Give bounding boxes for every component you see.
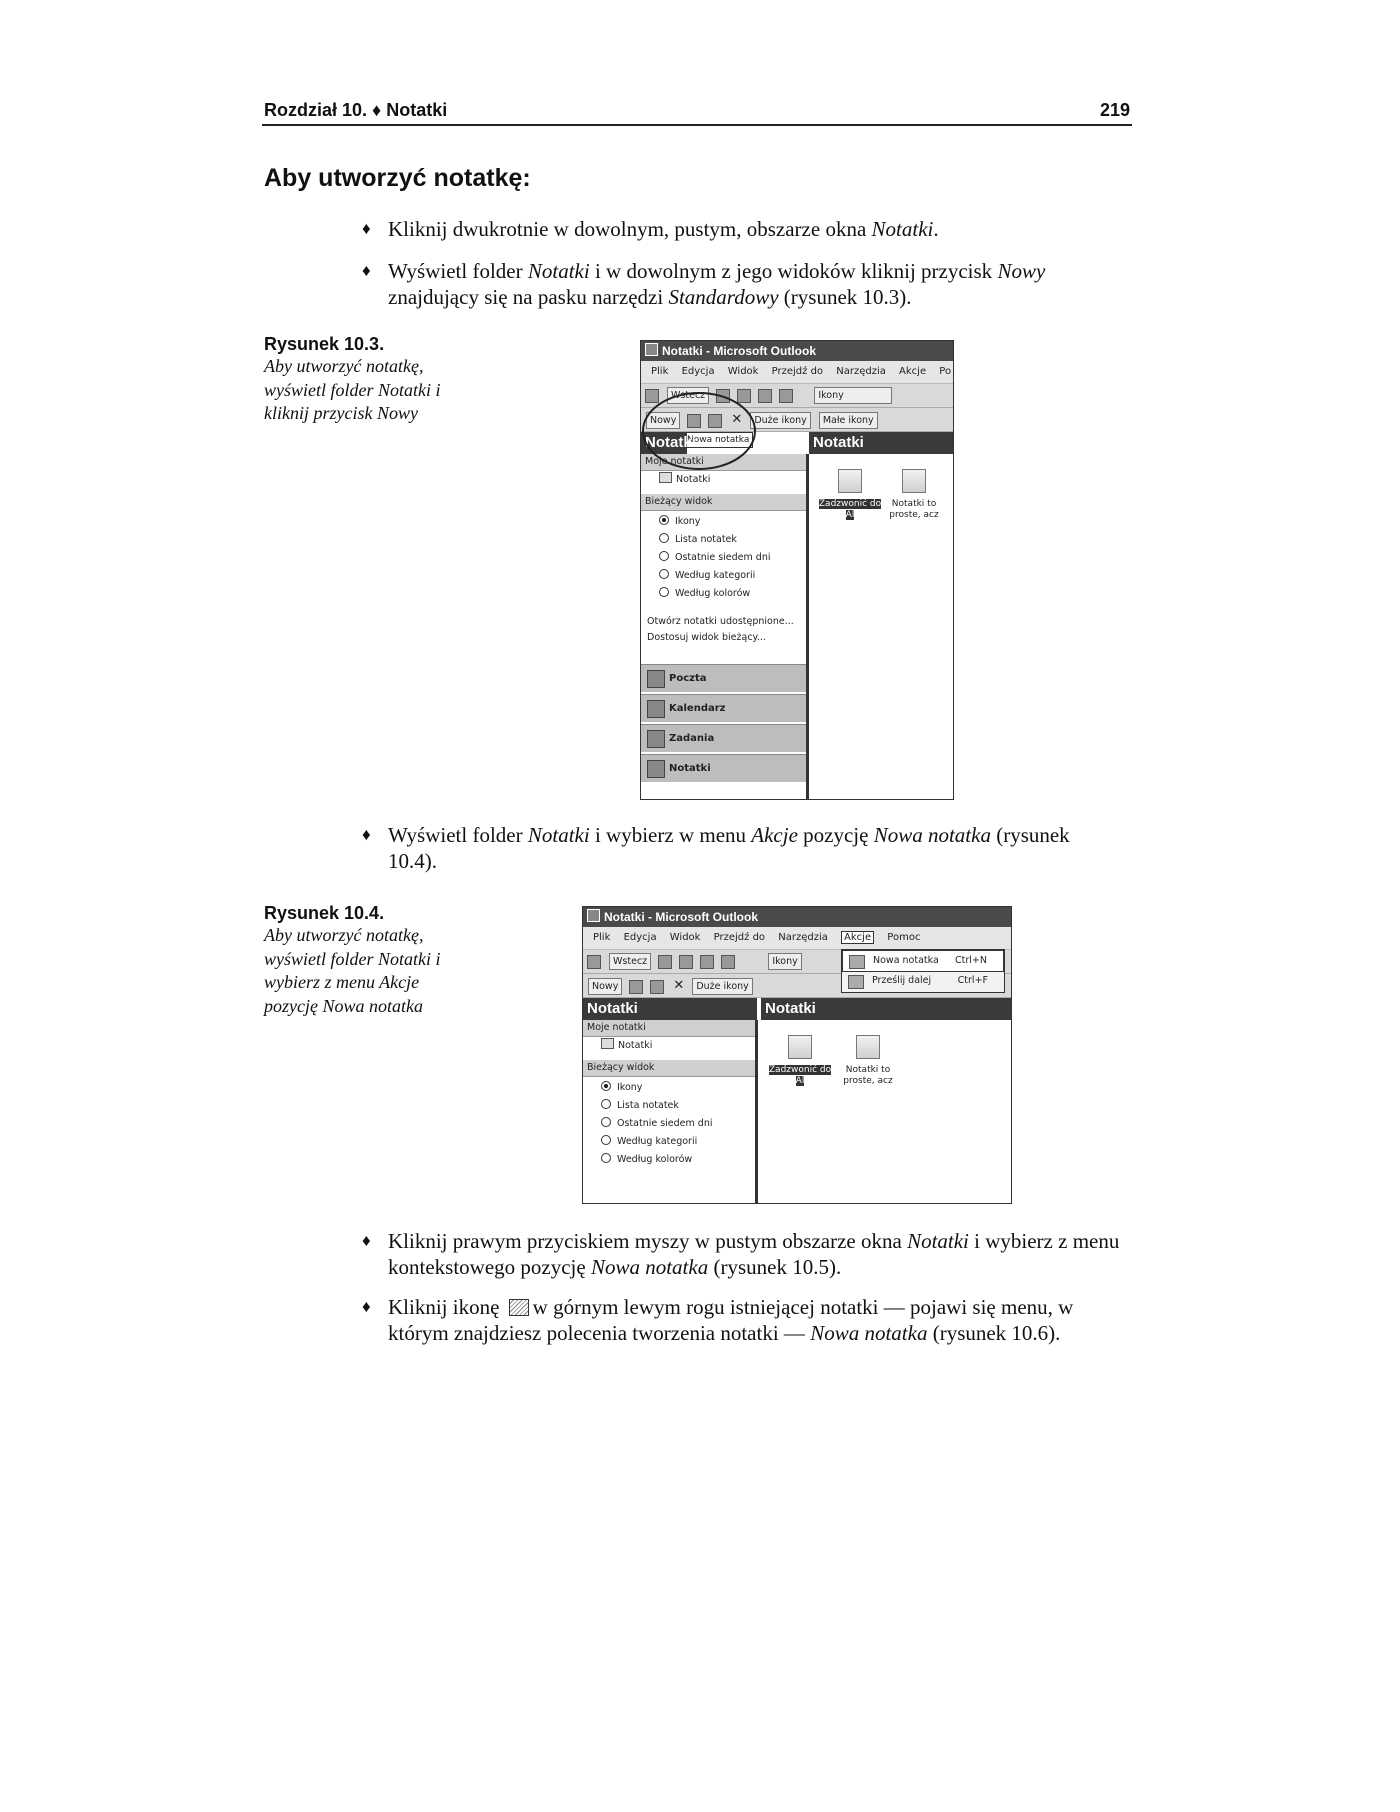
nav-pane-title: Notatki xyxy=(583,998,757,1020)
customize-view-link[interactable]: Dostosuj widok bieżący... xyxy=(647,632,766,643)
notes-pane-title: Notatki xyxy=(761,998,1012,1020)
menu-item-forward[interactable]: Prześlij dalej Ctrl+F xyxy=(842,971,1004,991)
move-icon[interactable] xyxy=(650,980,664,994)
view-option-by-color[interactable]: Według kolorów xyxy=(659,586,750,602)
current-view-group[interactable]: Bieżący widok xyxy=(641,494,806,511)
view-selector[interactable]: Ikony xyxy=(814,387,892,404)
page-number: 219 xyxy=(1099,100,1130,120)
figure-caption xyxy=(264,334,444,426)
notes-pane-title: Notatki xyxy=(809,432,953,454)
note-item[interactable]: Zadzwonić do Al xyxy=(817,469,883,521)
menu-help[interactable]: Po xyxy=(939,366,952,377)
menu-item-new-note[interactable]: Nowa notatka Ctrl+N xyxy=(842,950,1004,972)
menu-edit[interactable]: Edycja xyxy=(681,366,715,377)
bullet-diamond-icon: ♦ xyxy=(362,825,371,844)
highlight-ellipse xyxy=(641,381,953,501)
my-notes-group[interactable]: Moje notatki xyxy=(583,1020,755,1037)
radio-icon xyxy=(659,569,669,579)
nav-pane-title: Notatki xyxy=(641,432,687,454)
delete-icon[interactable]: ✕ xyxy=(673,978,685,993)
bullet-item: ♦ Wyświetl folder Notatki i w dowolnym z jego widoków kliknij przycisk Nowy znajdujący się na pasku narzędzi Standardowy (rysunek 10.3). xyxy=(362,259,1046,309)
outlook-app-icon xyxy=(587,909,600,922)
menu-file[interactable]: Plik xyxy=(593,932,611,943)
bullet-item: ♦ Kliknij ikonę w górnym lewym rogu istniejącej notatki –– pojawi się menu, w którym znajdziesz polecenia tworzenia notatki — Nowa notatka (rysunek 10.6). xyxy=(362,1295,1074,1345)
view-selector[interactable]: Ikony xyxy=(768,953,801,970)
view-option-by-category[interactable]: Według kategorii xyxy=(659,568,755,584)
window-titlebar: Notatki - Microsoft Outlook xyxy=(641,341,953,361)
new-button[interactable]: Nowy xyxy=(646,412,680,429)
nav-button-notes[interactable]: Notatki xyxy=(641,754,806,782)
view-option-last-seven-days[interactable]: Ostatnie siedem dni xyxy=(601,1116,713,1132)
notes-folder-item[interactable]: Notatki xyxy=(601,1038,652,1054)
view-option-by-category[interactable]: Według kategorii xyxy=(601,1134,697,1150)
bullet-diamond-icon: ♦ xyxy=(362,1297,371,1316)
view-option-icons[interactable]: Ikony xyxy=(601,1080,642,1096)
nav-button-calendar[interactable]: Kalendarz xyxy=(641,694,806,722)
radio-selected-icon xyxy=(601,1081,611,1091)
menu-go[interactable]: Przejdź do xyxy=(713,932,766,943)
back-button[interactable]: Wstecz xyxy=(667,387,709,404)
print-icon[interactable] xyxy=(700,955,714,969)
section-title: Aby utworzyć notatkę: xyxy=(264,164,531,192)
large-icons-button[interactable]: Duże ikony xyxy=(692,978,752,995)
note-item[interactable]: Zadzwonić do Al xyxy=(767,1035,833,1087)
bullet-item: ♦ Kliknij dwukrotnie w dowolnym, pustym, obszarze okna Notatki. xyxy=(362,217,939,241)
note-icon xyxy=(788,1035,812,1059)
window-titlebar: Notatki - Microsoft Outlook xyxy=(583,907,1011,927)
radio-icon xyxy=(601,1153,611,1163)
toolbar-icon[interactable] xyxy=(587,955,601,969)
print-icon[interactable] xyxy=(629,980,643,994)
radio-icon xyxy=(659,533,669,543)
view-option-list[interactable]: Lista notatek xyxy=(659,532,737,548)
nav-button-mail[interactable]: Poczta xyxy=(641,664,806,692)
notes-folder-item[interactable]: Notatki xyxy=(659,472,710,488)
forward-icon xyxy=(848,975,864,989)
open-shared-notes-link[interactable]: Otwórz notatki udostępnione... xyxy=(647,616,794,627)
new-button[interactable]: Nowy xyxy=(588,978,622,995)
menu-help[interactable]: Pomoc xyxy=(887,932,921,943)
navigation-pane xyxy=(641,454,809,799)
view-option-by-color[interactable]: Według kolorów xyxy=(601,1152,692,1168)
calendar-icon xyxy=(647,700,665,718)
folder-icon xyxy=(601,1038,614,1049)
bullet-item: ♦ Kliknij prawym przyciskiem myszy w pustym obszarze okna Notatki i wybierz z menu kontekstowego pozycję Nowa notatka (rysunek 10.5). xyxy=(362,1229,1120,1279)
mail-icon xyxy=(647,670,665,688)
nav-button-tasks[interactable]: Zadania xyxy=(641,724,806,752)
delete-icon[interactable]: ✕ xyxy=(731,412,743,427)
figure-label: Rysunek 10.4. xyxy=(264,903,385,923)
tasks-icon xyxy=(647,730,665,748)
note-icon xyxy=(856,1035,880,1059)
menu-tools[interactable]: Narzędzia xyxy=(836,366,886,377)
chapter-title: Rozdział 10. ♦ Notatki xyxy=(264,100,448,120)
radio-icon xyxy=(601,1099,611,1109)
new-note-tooltip: Nowa notatka xyxy=(683,432,753,448)
outlook-window-screenshot xyxy=(640,340,954,800)
menu-actions[interactable]: Akcje xyxy=(899,366,927,377)
navigation-pane xyxy=(583,1020,758,1203)
running-header xyxy=(262,98,1132,126)
actions-dropdown-menu xyxy=(841,949,1005,993)
current-view-group[interactable]: Bieżący widok xyxy=(583,1060,755,1077)
bullet-diamond-icon: ♦ xyxy=(362,261,371,280)
menu-bar xyxy=(583,927,1011,950)
menu-edit[interactable]: Edycja xyxy=(623,932,657,943)
view-option-last-seven-days[interactable]: Ostatnie siedem dni xyxy=(659,550,771,566)
figure-label: Rysunek 10.3. xyxy=(264,334,385,354)
menu-go[interactable]: Przejdź do xyxy=(771,366,824,377)
outlook-app-icon xyxy=(645,343,658,356)
preview-icon[interactable] xyxy=(721,955,735,969)
radio-selected-icon xyxy=(659,515,669,525)
folder-up-icon[interactable] xyxy=(679,955,693,969)
radio-icon xyxy=(659,587,669,597)
note-icon xyxy=(647,760,665,778)
figure-caption xyxy=(264,903,444,1018)
note-icon xyxy=(849,955,865,969)
my-notes-group[interactable]: Moje notatki xyxy=(641,454,806,471)
small-icons-button[interactable]: Małe ikony xyxy=(819,412,878,429)
view-option-icons[interactable]: Ikony xyxy=(659,514,700,530)
view-option-list[interactable]: Lista notatek xyxy=(601,1098,679,1114)
menu-tools[interactable]: Narzędzia xyxy=(778,932,828,943)
menu-view[interactable]: Widok xyxy=(727,366,759,377)
note-item[interactable]: Notatki to proste, acz xyxy=(881,469,947,521)
bullet-diamond-icon: ♦ xyxy=(362,219,371,238)
menu-actions[interactable]: Akcje xyxy=(841,931,874,944)
outlook-window-screenshot xyxy=(582,906,1012,1204)
note-menu-icon xyxy=(509,1299,529,1316)
bullet-diamond-icon: ♦ xyxy=(362,1231,371,1250)
figure-description: Aby utworzyć notatkę, wyświetl folder Notatki i wybierz z menu Akcje pozycję Nowa notatka xyxy=(264,925,441,1016)
radio-icon xyxy=(601,1135,611,1145)
radio-icon xyxy=(601,1117,611,1127)
forward-icon[interactable] xyxy=(658,955,672,969)
menu-view[interactable]: Widok xyxy=(669,932,701,943)
figure-description: Aby utworzyć notatkę, wyświetl folder Notatki i kliknij przycisk Nowy xyxy=(264,356,441,423)
large-icons-button[interactable]: Duże ikony xyxy=(750,412,810,429)
note-item[interactable]: Notatki to proste, acz xyxy=(835,1035,901,1087)
menu-file[interactable]: Plik xyxy=(651,366,669,377)
bullet-item: ♦ Wyświetl folder Notatki i wybierz w menu Akcje pozycję Nowa notatka (rysunek 10.4). xyxy=(362,823,1070,873)
back-button[interactable]: Wstecz xyxy=(609,953,651,970)
radio-icon xyxy=(659,551,669,561)
